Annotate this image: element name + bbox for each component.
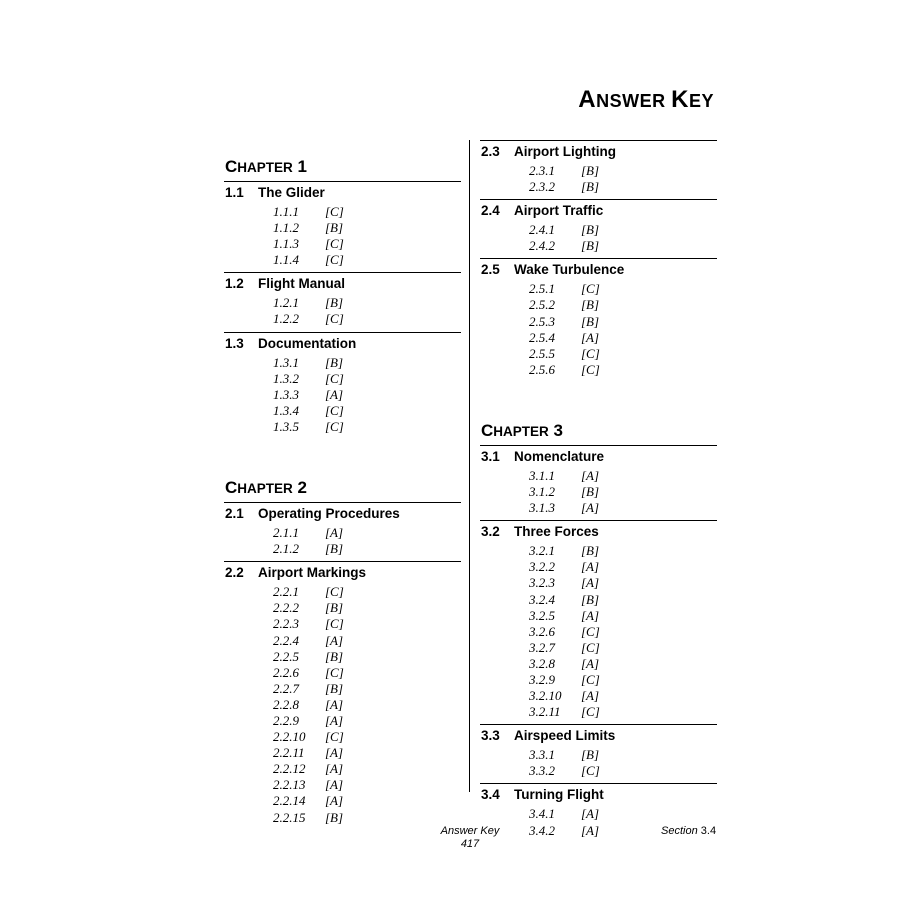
section-name: Operating Procedures — [258, 506, 400, 522]
answer-letter: [C] — [325, 311, 344, 327]
question-number: 2.2.4 — [273, 632, 299, 648]
footer-section — [661, 825, 716, 837]
question-number: 1.1.3 — [273, 236, 299, 252]
answer-letter: [C] — [325, 616, 344, 632]
answer-letter: [A] — [581, 806, 600, 822]
section-name: Flight Manual — [258, 276, 345, 292]
answer-row — [480, 238, 717, 254]
question-number: 2.1.1 — [273, 525, 299, 541]
answer-letter: [A] — [325, 386, 344, 402]
question-number: 2.2.13 — [273, 777, 306, 793]
section-block — [224, 273, 461, 332]
section-heading — [224, 562, 461, 584]
question-number: 2.4.1 — [529, 222, 555, 238]
answer-row — [480, 640, 717, 656]
section-name: Airport Lighting — [514, 144, 616, 159]
question-number: 2.5.3 — [529, 313, 555, 329]
chapter-gap — [480, 382, 717, 404]
section-name: Airport Traffic — [514, 203, 604, 219]
section-heading — [480, 784, 717, 806]
answer-row — [224, 793, 461, 809]
section-block — [224, 562, 461, 829]
question-number: 2.2.10 — [273, 729, 306, 745]
chapter-heading: CHAPTER 2 — [224, 461, 461, 503]
answer-row — [480, 806, 717, 822]
section-name: Three Forces — [514, 524, 599, 540]
answer-row — [224, 387, 461, 403]
answer-letter: [B] — [581, 591, 600, 607]
answer-letter: [B] — [581, 222, 600, 238]
question-number: 3.2.6 — [529, 623, 555, 639]
answer-row — [224, 600, 461, 616]
answer-row — [480, 297, 717, 313]
answer-row — [480, 468, 717, 484]
answer-row — [480, 500, 717, 516]
question-number: 2.2.7 — [273, 680, 299, 696]
question-number: 2.1.2 — [273, 541, 299, 557]
section-block — [480, 140, 717, 200]
question-number: 1.3.5 — [273, 418, 299, 434]
answer-row — [224, 403, 461, 419]
question-number: 2.2.5 — [273, 648, 299, 664]
question-number: 3.2.11 — [529, 704, 561, 720]
question-number: 3.2.9 — [529, 671, 555, 687]
answer-row — [480, 281, 717, 297]
section-name: Airport Markings — [258, 565, 367, 581]
section-block — [224, 503, 461, 562]
answer-letter: [B] — [325, 680, 344, 696]
question-number: 3.2.4 — [529, 591, 555, 607]
footer-center — [400, 825, 540, 851]
answer-letter: [C] — [581, 763, 600, 779]
answer-letter: [C] — [581, 345, 600, 361]
answer-row — [480, 608, 717, 624]
question-number: 1.3.3 — [273, 386, 299, 402]
answer-letter: [C] — [325, 204, 344, 219]
answer-letter: [C] — [325, 370, 344, 386]
answer-letter: [A] — [325, 745, 344, 761]
section-name: Airspeed Limits — [514, 728, 616, 744]
answer-letter: [C] — [325, 664, 344, 680]
answer-row — [224, 371, 461, 387]
section-name: Nomenclature — [514, 448, 605, 464]
section-heading — [224, 182, 461, 204]
answer-letter: [A] — [581, 607, 600, 623]
answer-row — [480, 747, 717, 763]
answer-row — [224, 204, 461, 220]
question-number: 2.2.3 — [273, 616, 299, 632]
answer-letter: [A] — [581, 688, 600, 704]
answer-letter: [A] — [581, 329, 600, 345]
answer-letter: [A] — [325, 712, 344, 728]
answer-letter: [A] — [325, 632, 344, 648]
question-number: 3.1.3 — [529, 500, 555, 516]
answer-row — [224, 761, 461, 777]
answer-row — [224, 810, 461, 826]
section-number: 3.1 — [481, 448, 500, 464]
answer-letter: [C] — [325, 584, 344, 600]
answer-row — [224, 777, 461, 793]
section-block — [224, 333, 461, 439]
answer-row — [480, 543, 717, 559]
answer-letter: [B] — [325, 809, 344, 825]
question-number: 2.3.2 — [529, 179, 555, 195]
answer-letter: [B] — [325, 648, 344, 664]
section-name: Turning Flight — [514, 787, 604, 803]
question-number: 2.2.8 — [273, 696, 299, 712]
answer-letter: [A] — [325, 793, 344, 809]
question-number: 3.2.1 — [529, 543, 555, 559]
question-number: 1.3.2 — [273, 370, 299, 386]
section-number: 2.3 — [481, 144, 500, 159]
question-number: 2.2.11 — [273, 745, 305, 761]
answer-row — [224, 729, 461, 745]
question-number: 2.2.9 — [273, 712, 299, 728]
answer-letter: [C] — [325, 236, 344, 252]
question-number: 3.2.3 — [529, 575, 555, 591]
section-block — [480, 446, 717, 521]
answer-row — [224, 633, 461, 649]
page-number: 417 — [460, 838, 480, 850]
chapter-heading: CHAPTER 3 — [480, 404, 717, 446]
answer-row — [480, 624, 717, 640]
answer-row — [480, 179, 717, 195]
answer-letter: [B] — [325, 220, 344, 236]
answer-letter: [C] — [581, 623, 600, 639]
answer-row — [224, 649, 461, 665]
question-number: 1.1.1 — [273, 204, 299, 219]
answer-letter: [C] — [325, 252, 344, 268]
answer-row — [224, 665, 461, 681]
answer-row — [480, 163, 717, 179]
section-number: 1.1 — [225, 185, 244, 200]
section-heading — [224, 273, 461, 295]
answer-letter: [B] — [325, 541, 344, 557]
answer-row — [480, 704, 717, 720]
question-number: 2.3.1 — [529, 163, 555, 178]
answer-letter: [B] — [581, 163, 600, 178]
answer-letter: [B] — [581, 747, 600, 763]
answer-letter: [A] — [581, 575, 600, 591]
question-number: 2.5.5 — [529, 345, 555, 361]
question-number: 2.2.12 — [273, 761, 306, 777]
answer-letter: [A] — [325, 761, 344, 777]
answer-row — [480, 559, 717, 575]
section-block — [480, 259, 717, 382]
question-number: 3.3.2 — [529, 763, 555, 779]
section-number: 3.4 — [481, 787, 500, 803]
question-number: 3.1.2 — [529, 484, 555, 500]
question-number: 2.5.2 — [529, 297, 555, 313]
answer-letter: [B] — [325, 354, 344, 370]
answer-letter: [A] — [581, 467, 600, 483]
question-number: 2.2.1 — [273, 584, 299, 600]
footer-label: Answer Key — [440, 825, 500, 837]
question-number: 2.4.2 — [529, 238, 555, 254]
answer-row — [480, 672, 717, 688]
answer-row — [224, 355, 461, 371]
answer-letter: [B] — [581, 297, 600, 313]
section-number: 3.2 — [481, 524, 500, 540]
answer-letter: [A] — [581, 655, 600, 671]
answer-row — [480, 362, 717, 378]
section-heading — [480, 141, 717, 163]
answer-row — [224, 311, 461, 327]
column-divider — [469, 140, 470, 792]
chapter-gap — [224, 439, 461, 461]
question-number: 3.1.1 — [529, 467, 555, 483]
section-number: 2.5 — [481, 262, 500, 278]
answer-row — [480, 763, 717, 779]
footer-section-number: 3.4 — [700, 825, 717, 837]
answer-row — [480, 592, 717, 608]
answer-row — [480, 330, 717, 346]
question-number: 2.2.15 — [273, 809, 306, 825]
question-number: 2.5.4 — [529, 329, 555, 345]
question-number: 1.3.4 — [273, 402, 299, 418]
section-heading — [224, 503, 461, 525]
answer-letter: [A] — [581, 500, 600, 516]
section-block — [224, 182, 461, 273]
answer-row — [224, 616, 461, 632]
answer-row — [224, 745, 461, 761]
answer-letter: [B] — [581, 543, 600, 559]
question-number: 2.2.2 — [273, 600, 299, 616]
section-heading — [480, 446, 717, 468]
answer-letter: [B] — [581, 238, 600, 254]
section-heading — [224, 333, 461, 355]
answer-row — [224, 584, 461, 600]
answer-letter: [A] — [581, 559, 600, 575]
answer-row — [224, 419, 461, 435]
section-block — [480, 521, 717, 725]
answer-letter: [C] — [581, 704, 600, 720]
answer-letter: [C] — [581, 639, 600, 655]
question-number: 1.1.4 — [273, 252, 299, 268]
question-number: 3.4.1 — [529, 806, 555, 822]
question-number: 1.2.1 — [273, 295, 299, 311]
question-number: 1.2.2 — [273, 311, 299, 327]
footer-section-label: Section — [661, 825, 698, 837]
question-number: 3.2.8 — [529, 655, 555, 671]
question-number: 3.2.7 — [529, 639, 555, 655]
section-number: 1.2 — [225, 276, 244, 292]
answer-letter: [C] — [581, 671, 600, 687]
page-title: ANSWER KEY — [578, 86, 714, 113]
question-number: 2.5.6 — [529, 361, 555, 377]
answer-row — [480, 484, 717, 500]
question-number: 2.2.6 — [273, 664, 299, 680]
answer-row — [224, 236, 461, 252]
answer-letter: [C] — [581, 361, 600, 377]
answer-letter: [B] — [581, 313, 600, 329]
answer-row — [480, 656, 717, 672]
answer-row — [480, 575, 717, 591]
section-number: 2.4 — [481, 203, 500, 219]
section-name: Documentation — [258, 335, 357, 351]
section-heading — [480, 200, 717, 222]
answer-row — [224, 295, 461, 311]
section-heading — [480, 259, 717, 281]
section-block — [480, 725, 717, 784]
question-number: 3.2.2 — [529, 559, 555, 575]
section-name: The Glider — [258, 185, 325, 200]
answer-letter: [C] — [325, 402, 344, 418]
answer-row — [224, 541, 461, 557]
answer-row — [224, 713, 461, 729]
answer-row — [224, 697, 461, 713]
answer-letter: [A] — [581, 822, 600, 838]
question-number: 2.5.1 — [529, 281, 555, 297]
section-name: Wake Turbulence — [514, 262, 625, 278]
answer-row — [480, 688, 717, 704]
answer-letter: [B] — [581, 179, 600, 195]
section-number: 2.2 — [225, 565, 244, 581]
question-number: 3.3.1 — [529, 747, 555, 763]
right-column — [480, 140, 717, 843]
answer-row — [480, 314, 717, 330]
answer-row — [480, 346, 717, 362]
section-number: 1.3 — [225, 335, 244, 351]
answer-letter: [A] — [325, 525, 344, 541]
chapter-heading: CHAPTER 1 — [224, 140, 461, 182]
question-number: 1.1.2 — [273, 220, 299, 236]
answer-letter: [C] — [325, 729, 344, 745]
section-heading — [480, 521, 717, 543]
answer-letter: [B] — [581, 484, 600, 500]
question-number: 3.2.5 — [529, 607, 555, 623]
question-number: 2.2.14 — [273, 793, 306, 809]
section-number: 3.3 — [481, 728, 500, 744]
answer-letter: [B] — [325, 600, 344, 616]
answer-row — [224, 220, 461, 236]
answer-letter: [A] — [325, 777, 344, 793]
section-heading — [480, 725, 717, 747]
answer-letter: [A] — [325, 696, 344, 712]
question-number: 1.3.1 — [273, 354, 299, 370]
section-block — [480, 200, 717, 259]
answer-letter: [B] — [325, 295, 344, 311]
answer-letter: [C] — [325, 418, 344, 434]
left-column — [224, 140, 461, 830]
answer-row — [224, 252, 461, 268]
section-number: 2.1 — [225, 506, 244, 522]
answer-row — [480, 222, 717, 238]
answer-row — [224, 681, 461, 697]
answer-row — [224, 525, 461, 541]
question-number: 3.4.2 — [529, 822, 555, 838]
answer-letter: [C] — [581, 281, 600, 297]
question-number: 3.2.10 — [529, 688, 562, 704]
